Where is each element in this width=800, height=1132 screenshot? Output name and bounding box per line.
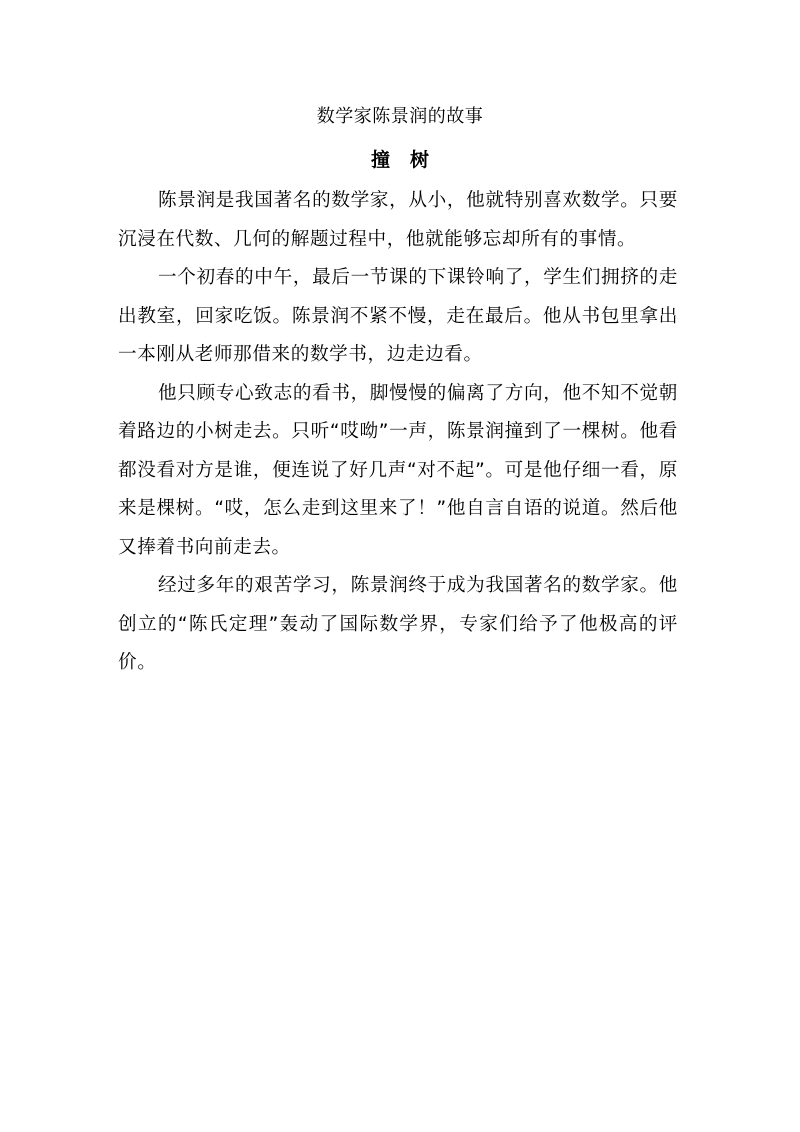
paragraph-2: 一个初春的中午，最后一节课的下课铃响了，学生们拥挤的走出教室，回家吃饭。陈景润不紧不慢，走在最后。他从书包里拿出一本刚从老师那借来的数学书，边走边看。 [118,267,678,365]
document-title: 数学家陈景润的故事 [316,106,484,127]
paragraph-4: 经过多年的艰苦学习，陈景润终于成为我国著名的数学家。他创立的“陈氏定理”轰动了国际数学界，专家们给予了他极高的评价。 [118,575,678,673]
document-body [118,182,678,683]
paragraph-3: 他只顾专心致志的看书，脚慢慢的偏离了方向，他不知不觉朝着路边的小树走去。只听“哎呦”一声，陈景润撞到了一棵树。他看都没看对方是谁，便连说了好几声“对不起”。可是他仔细一看，原来是棵树。“哎，怎么走到这里来了！”他自言自语的说道。然后他又捧着书向前走去。 [118,382,678,558]
paragraph-1: 陈景润是我国著名的数学家，从小，他就特别喜欢数学。只要沉浸在代数、几何的解题过程中，他就能够忘却所有的事情。 [118,190,678,250]
document-subtitle: 撞树 [370,149,449,171]
